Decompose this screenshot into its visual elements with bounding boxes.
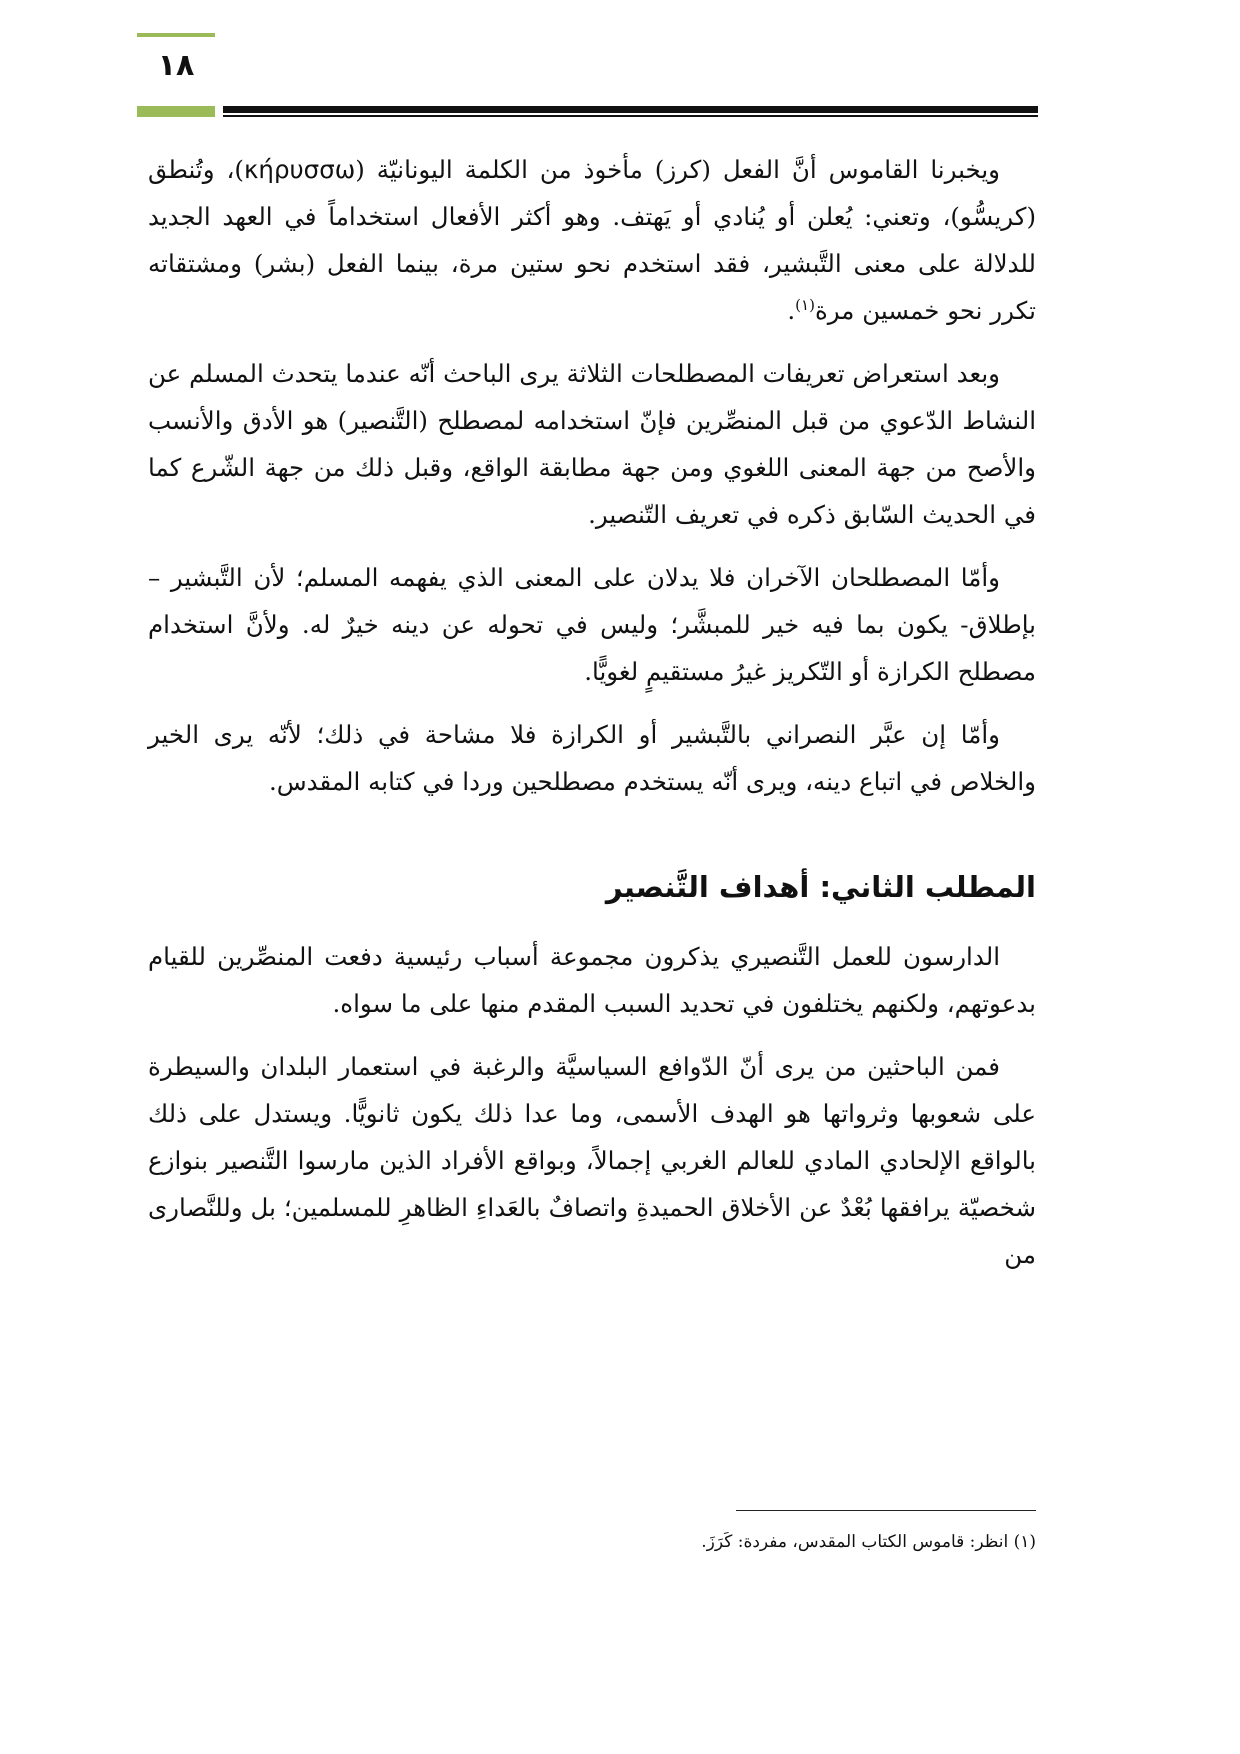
paragraph-4: وأمّا إن عبَّر النصراني بالتَّبشير أو الكرازة فلا مشاحة في ذلك؛ لأنّه يرى الخير والخلاص في اتباع دينه، ويرى أنّه يستخدم مصطلحين وردا في كتابه المقدس. bbox=[148, 720, 1036, 796]
page-body bbox=[148, 146, 1036, 1294]
header-rule-thin bbox=[223, 115, 1038, 117]
paragraph-5: الدارسون للعمل التَّنصيري يذكرون مجموعة أسباب رئيسية دفعت المنصِّرين للقيام بدعوتهم، ولكنهم يختلفون في تحديد السبب المقدم منها على ما سواه. bbox=[148, 942, 1036, 1018]
paragraph-3: وأمّا المصطلحان الآخران فلا يدلان على المعنى الذي يفهمه المسلم؛ لأن التَّبشير – بإطلاق- يكون بما فيه خير للمبشَّر؛ وليس في تحوله عن دينه خيرٌ له. ولأنَّ استخدام مصطلح الكرازة أو التّكريز غيرُ مستقيمٍ لغويًّا. bbox=[148, 563, 1036, 686]
page-number: ١٨ bbox=[157, 48, 195, 83]
paragraph-1-text-end: )، وتُنطق (كريسُّو)، وتعني: يُعلن أو يُنادي أو يَهتف. وهو أكثر الأفعال استخداماً في العهد الجديد للدلالة على معنى التَّبشير، فقد استخدم نحو ستين مرة، بينما الفعل (بشر) ومشتقاته تكرر نحو خمسين مرة bbox=[148, 155, 1036, 325]
paragraph-1-text-start: ويخبرنا القاموس أنَّ الفعل (كرز) مأخوذ من الكلمة اليونانيّة ( bbox=[355, 155, 1000, 184]
paragraph-1-period: . bbox=[787, 296, 796, 325]
paragraph-1 bbox=[148, 146, 1036, 334]
paragraph-6: فمن الباحثين من يرى أنّ الدّوافع السياسيَّة والرغبة في استعمار البلدان والسيطرة على شعوبها وثرواتها هو الهدف الأسمى، وما عدا ذلك يكون ثانويًّا. ويستدل على ذلك بالواقع الإلحادي المادي للعالم الغربي إجمالاً، وبواقع الأفراد الذين مارسوا التَّنصير بنوازع شخصيّة يرافقها بُعْدٌ عن الأخلاق الحميدةِ واتصافٌ بالعَداءِ الظاهرِ للمسلمين؛ بل وللنَّصارى من bbox=[148, 1052, 1036, 1269]
paragraph-2: وبعد استعراض تعريفات المصطلحات الثلاثة يرى الباحث أنّه عندما يتحدث المسلم عن النشاط الدّعوي من قبل المنصِّرين فإنّ استخدامه لمصطلح (التَّنصير) هو الأدق والأنسب والأصح من جهة المعنى اللغوي ومن جهة مطابقة الواقع، وقبل ذلك من جهة الشّرع كما في الحديث السّابق ذكره في تعريف التّنصير. bbox=[148, 359, 1036, 529]
header-rule-accent bbox=[137, 106, 215, 117]
footnote-reference[interactable]: (١) bbox=[795, 295, 815, 314]
footnote-separator bbox=[736, 1510, 1036, 1511]
header-accent-bar bbox=[137, 33, 215, 37]
greek-word: κήρυσσω bbox=[243, 155, 356, 184]
header-rule-thick bbox=[223, 106, 1038, 113]
section-heading: المطلب الثاني: أهداف التَّنصير bbox=[605, 870, 1036, 904]
footnote-1: (١) انظر: قاموس الكتاب المقدس، مفردة: كَرَزَ. bbox=[701, 1532, 1036, 1552]
